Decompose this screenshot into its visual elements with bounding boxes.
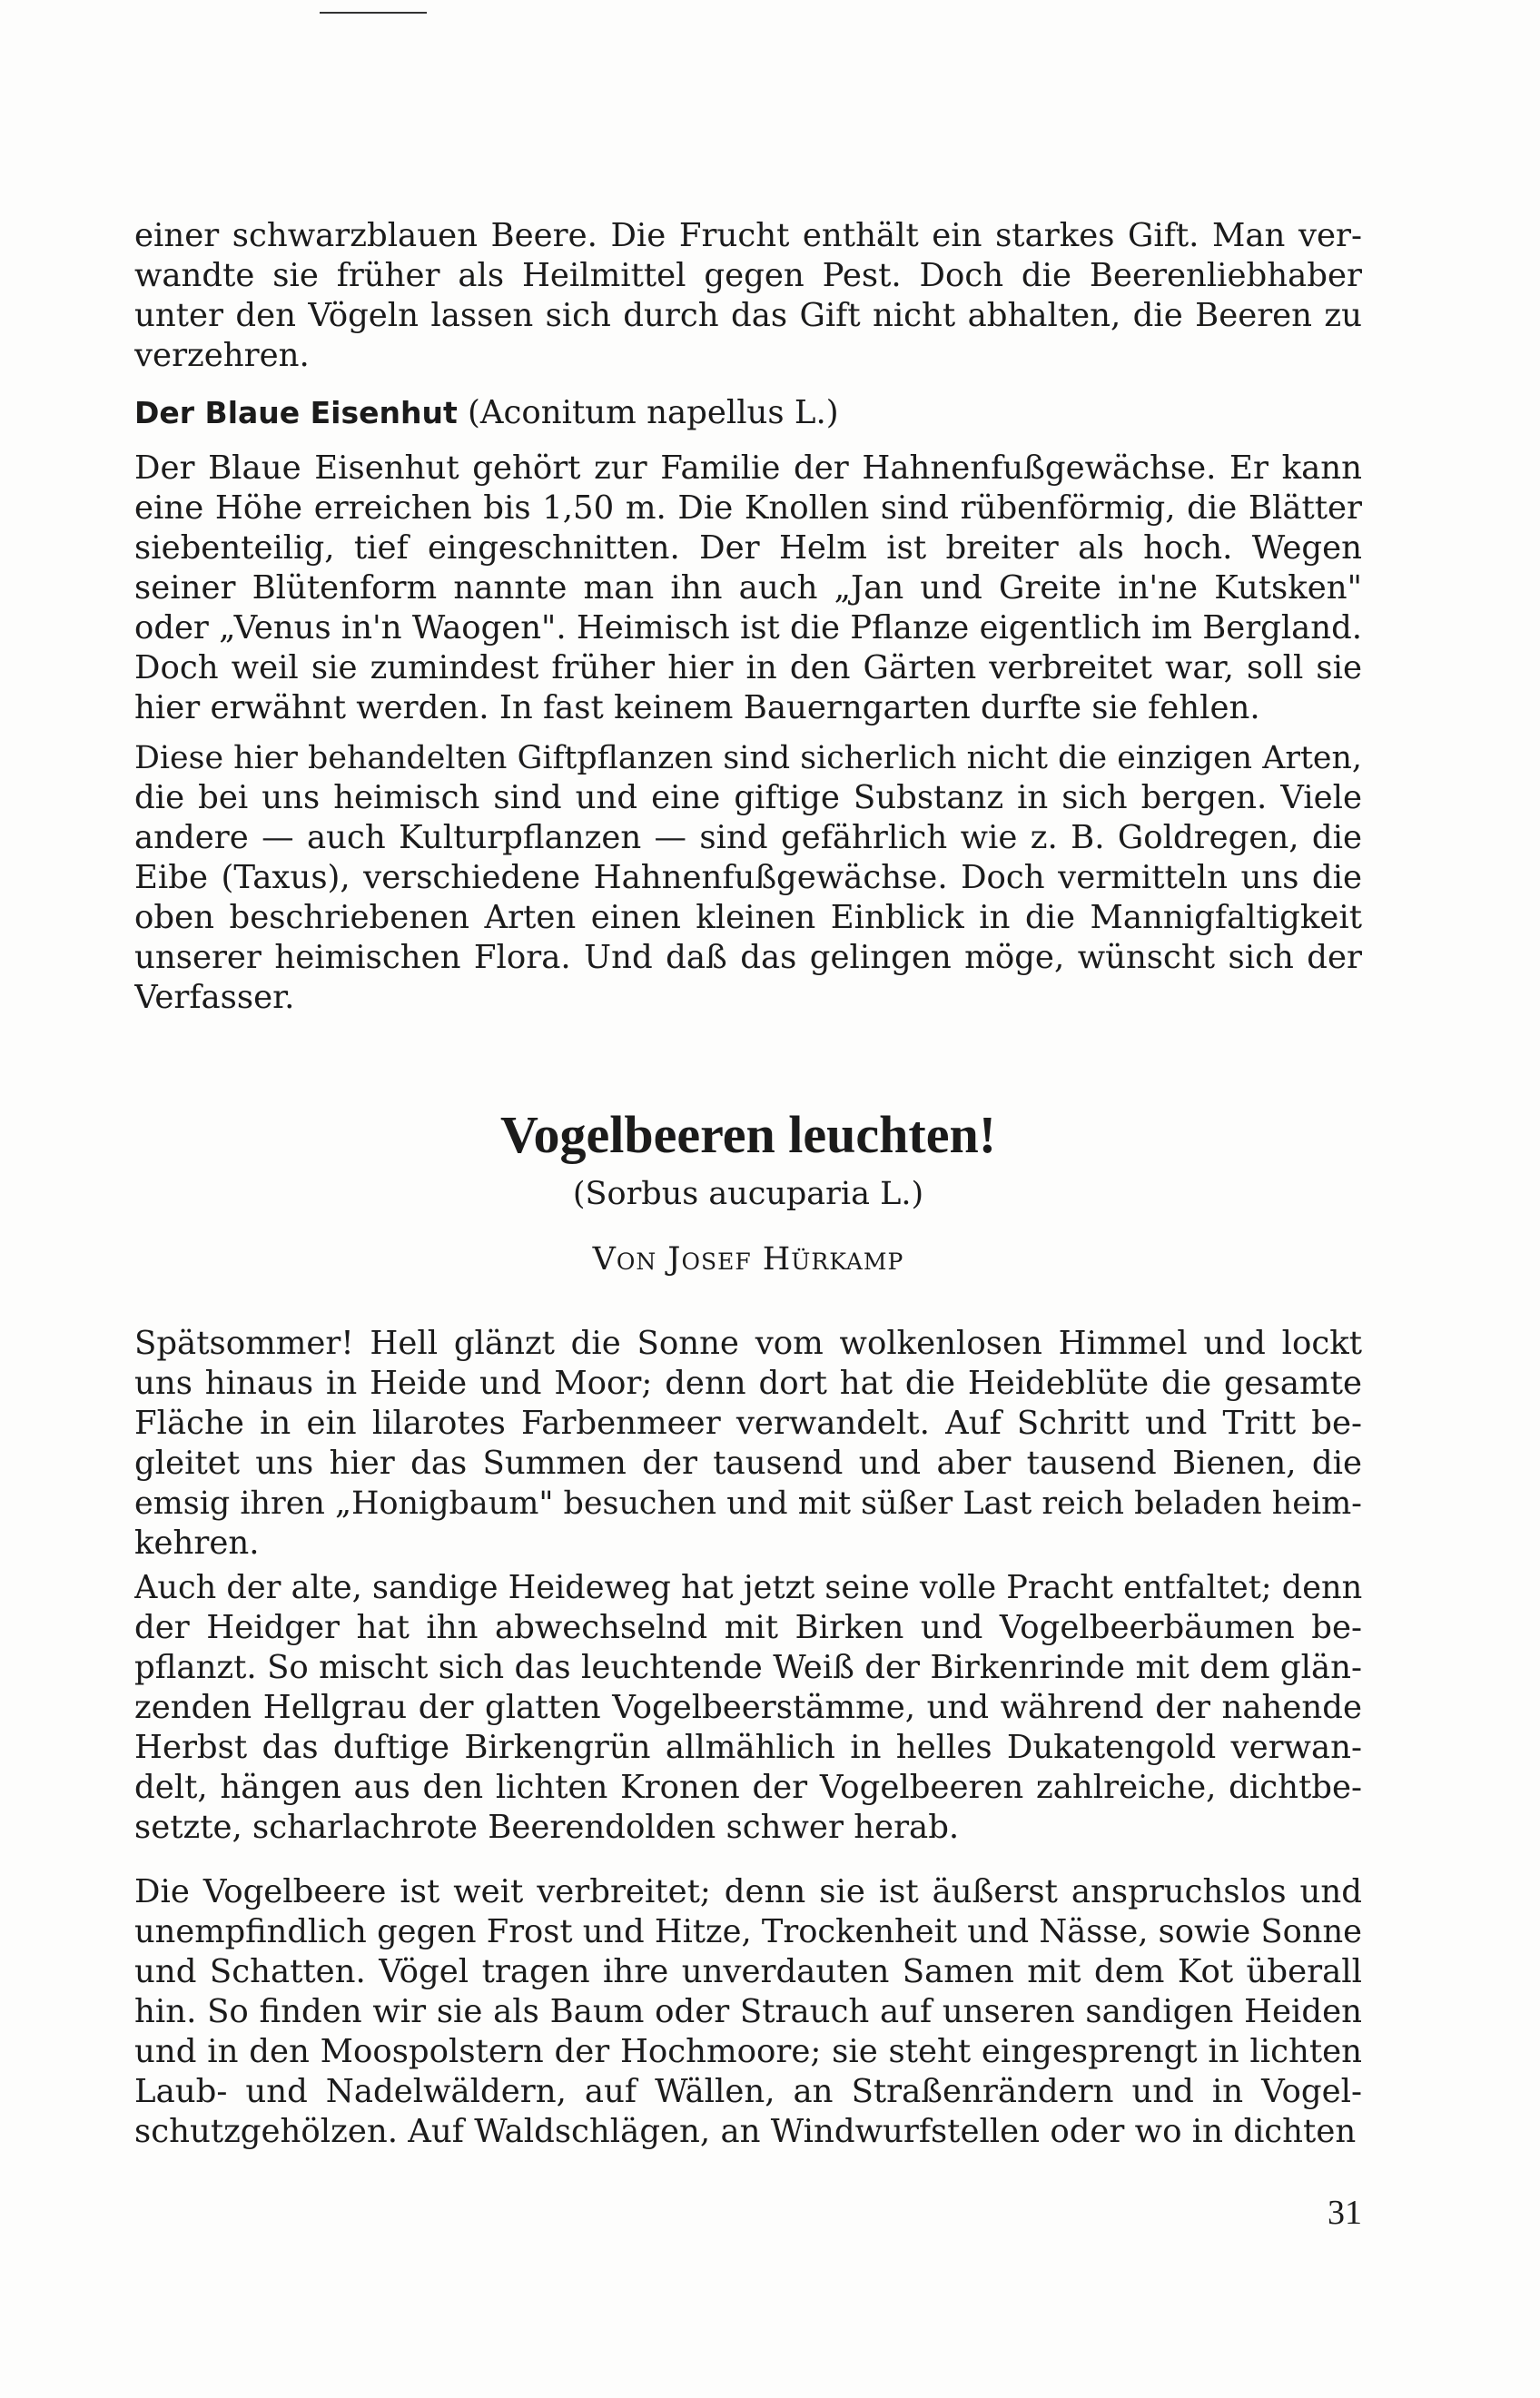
text-line: Eibe (Taxus), verschiedene Hahnenfußgewächse. Doch vermitteln uns die bbox=[134, 859, 1362, 896]
section-title: Der Blaue Eisenhut bbox=[134, 395, 458, 430]
text-line: verzehren. bbox=[134, 337, 310, 374]
text-line: uns hinaus in Heide und Moor; denn dort hat die Heideblüte die gesamte bbox=[134, 1365, 1362, 1402]
text-line: die bei uns heimisch sind und eine giftige Substanz in sich bergen. Viele bbox=[134, 779, 1362, 816]
text-line: Die Vogelbeere ist weit verbreitet; denn sie ist äußerst anspruchslos und bbox=[134, 1873, 1362, 1910]
text-line: zenden Hellgrau der glatten Vogelbeerstämme, und während der nahende bbox=[134, 1689, 1362, 1726]
text-line: eine Höhe erreichen bis 1,50 m. Die Knollen sind rübenförmig, die Blätter bbox=[134, 489, 1362, 527]
text-line: gleitet uns hier das Summen der tausend und aber tausend Bienen, die bbox=[134, 1445, 1362, 1482]
text-line: Doch weil sie zumindest früher hier in den Gärten verbreitet war, soll sie bbox=[134, 649, 1362, 686]
article-byline: Von Josef Hürkamp bbox=[592, 1241, 904, 1278]
text-line: und Schatten. Vögel tragen ihre unverdauten Samen mit dem Kot überall bbox=[134, 1953, 1362, 1990]
text-line: der Heidger hat ihn abwechselnd mit Birken und Vogelbeerbäumen be- bbox=[134, 1609, 1362, 1646]
text-line: Spätsommer! Hell glänzt die Sonne vom wolkenlosen Himmel und lockt bbox=[134, 1325, 1362, 1362]
text-line: kehren. bbox=[134, 1525, 260, 1562]
text-line: Fläche in ein lilarotes Farbenmeer verwandelt. Auf Schritt und Tritt be- bbox=[134, 1405, 1362, 1442]
paragraph-berry-poison bbox=[134, 216, 1362, 376]
text-line: Verfasser. bbox=[134, 979, 295, 1016]
text-line: andere — auch Kulturpflanzen — sind gefährlich wie z. B. Goldregen, die bbox=[134, 819, 1362, 856]
text-line: einer schwarzblauen Beere. Die Frucht enthält ein starkes Gift. Man ver- bbox=[134, 217, 1362, 254]
text-line: schutzgehölzen. Auf Waldschlägen, an Windwurfstellen oder wo in dichten bbox=[134, 2113, 1357, 2150]
text-line: emsig ihren „Honigbaum" besuchen und mit süßer Last reich beladen heim- bbox=[134, 1485, 1362, 1522]
text-line: und in den Moospolstern der Hochmoore; sie steht eingesprengt in lichten bbox=[134, 2033, 1362, 2070]
text-line: seiner Blütenform nannte man ihn auch „Jan und Greite in'ne Kutsken" bbox=[134, 569, 1362, 607]
paragraph-eisenhut bbox=[134, 449, 1362, 728]
text-line: oben beschriebenen Arten einen kleinen Einblick in die Mannigfaltigkeit bbox=[134, 899, 1362, 936]
text-line: hier erwähnt werden. In fast keinem Bauerngarten durfte sie fehlen. bbox=[134, 689, 1260, 726]
paragraph-heideweg bbox=[134, 1568, 1362, 1848]
text-line: Herbst das duftige Birkengrün allmählich in helles Dukatengold verwan- bbox=[134, 1729, 1362, 1766]
page-number: 31 bbox=[1328, 2194, 1362, 2232]
text-line: Auch der alte, sandige Heideweg hat jetzt seine volle Pracht entfaltet; denn bbox=[134, 1569, 1362, 1606]
section-heading-eisenhut bbox=[134, 393, 1362, 433]
paragraph-spaetsommer bbox=[134, 1324, 1362, 1564]
text-line: unempfindlich gegen Frost und Hitze, Trockenheit und Nässe, sowie Sonne bbox=[134, 1913, 1362, 1950]
text-line: Diese hier behandelten Giftpflanzen sind sicherlich nicht die einzigen Arten, bbox=[134, 740, 1362, 776]
text-line: Der Blaue Eisenhut gehört zur Familie der Hahnenfußgewächse. Er kann bbox=[134, 449, 1362, 487]
article-subtitle: (Sorbus aucuparia L.) bbox=[572, 1176, 924, 1212]
section-eisenhut bbox=[134, 393, 1362, 728]
text-line: pflanzt. So mischt sich das leuchtende Weiß der Birkenrinde mit dem glän- bbox=[134, 1649, 1362, 1686]
text-line: delt, hängen aus den lichten Kronen der Vogelbeeren zahlreiche, dichtbe- bbox=[134, 1769, 1362, 1806]
text-line: Laub- und Nadelwäldern, auf Wällen, an Straßenrändern und in Vogel- bbox=[134, 2073, 1362, 2110]
section-latin-name: (Aconitum napellus L.) bbox=[457, 394, 839, 431]
text-line: unter den Vögeln lassen sich durch das Gift nicht abhalten, die Beeren zu bbox=[134, 297, 1362, 334]
paragraph-vogelbeere-verbreitung bbox=[134, 1872, 1362, 2152]
paragraph-giftpflanzen-summary bbox=[134, 738, 1362, 1018]
text-line: hin. So finden wir sie als Baum oder Strauch auf unseren sandigen Heiden bbox=[134, 1993, 1362, 2030]
text-line: unserer heimischen Flora. Und daß das gelingen möge, wünscht sich der bbox=[134, 939, 1362, 976]
text-line: siebenteilig, tief eingeschnitten. Der Helm ist breiter als hoch. Wegen bbox=[134, 529, 1362, 567]
header-rule bbox=[320, 12, 427, 14]
article-title: Vogelbeeren leuchten! bbox=[499, 1105, 997, 1164]
text-line: oder „Venus in'n Waogen". Heimisch ist die Pflanze eigentlich im Bergland. bbox=[134, 609, 1362, 646]
text-line: wandte sie früher als Heilmittel gegen Pest. Doch die Beerenliebhaber bbox=[134, 257, 1362, 294]
text-line: setzte, scharlachrote Beerendolden schwer herab. bbox=[134, 1809, 960, 1846]
